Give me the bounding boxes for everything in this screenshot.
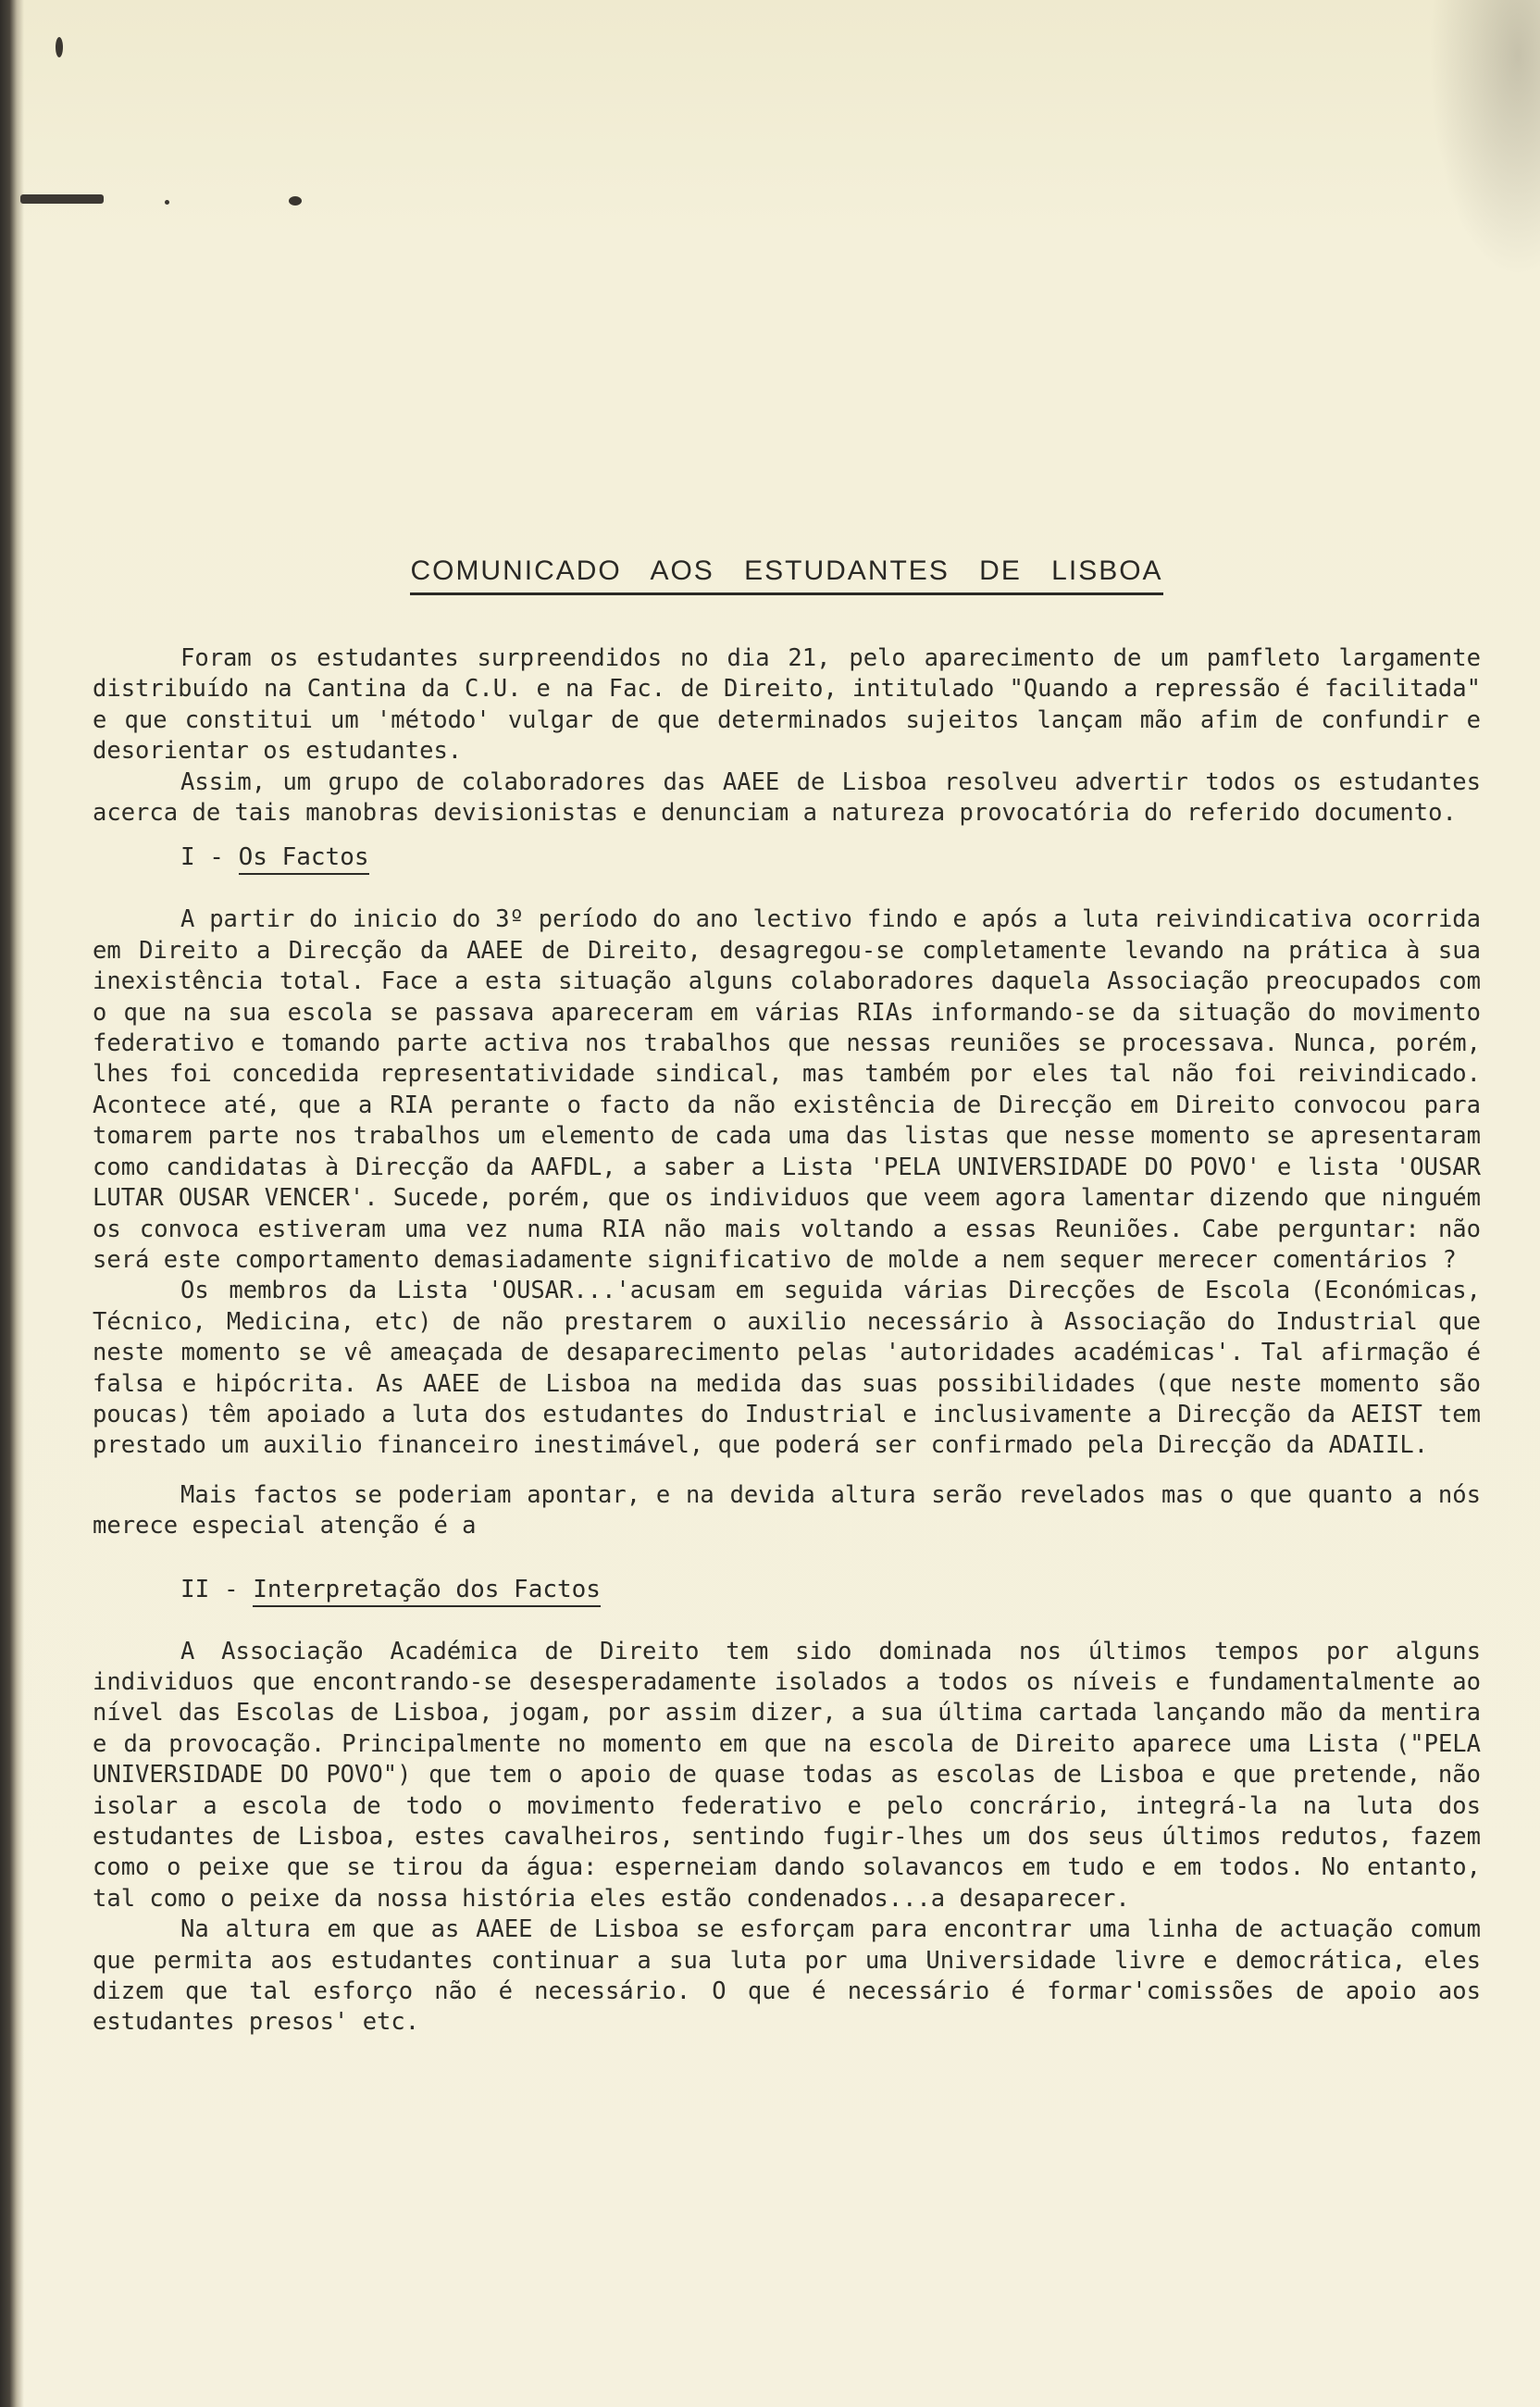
section2-paragraph-1: A Associação Académica de Direito tem sido dominada nos últimos tempos por alguns individuos que encontrando-se desesperadamente isolados a todos os níveis e fundamentalmente ao nível das Escolas de Lisboa, jogam, por assim dizer, a sua última cartada lançando mão da mentira e da provocação. Principalmente no momento em que na escola de Direito aparece uma Lista ("PELA UNIVERSIDADE DO POVO") que tem o apoio de quase todas as escolas de Lisboa e que pretende, não isolar a escola de todo o movimento federativo e pelo concrário, integrá-la na luta dos estudantes de Lisboa, estes cavalheiros, sentindo fugir-lhes um dos seus últimos redutos, fazem como o peixe que se tirou da água: esperneiam dando solavancos em tudo e em todos. No entanto, tal como o peixe da nossa história eles estão condenados...a desaparecer.: [93, 1637, 1481, 1913]
section1-paragraph-3: Mais factos se poderiam apontar, e na devida altura serão revelados mas o que quanto a nós merece especial atenção é a: [93, 1480, 1481, 1540]
page-stain: [1429, 0, 1540, 278]
intro-paragraph-1: Foram os estudantes surpreendidos no dia 21, pelo aparecimento de um pamfleto largamente distribuído na Cantina da C.U. e na Fac. de Direito, intitulado "Quando a repressão é facilitada" e que constitui um 'método' vulgar de que determinados sujeitos lançam mão afim de confundir e desorientar os estudantes.: [93, 644, 1481, 766]
section-number: I -: [180, 843, 224, 872]
ink-speck: [56, 37, 63, 57]
section-title: Os Factos: [239, 843, 369, 875]
section1-paragraph-2: Os membros da Lista 'OUSAR...'acusam em seguida várias Direcções de Escola (Económicas, Técnico, Medicina, etc) de não prestarem o auxilio necessário à Associação do Industrial que neste momento se vê ameaçada de desaparecimento pelas 'autoridades académicas'. Tal afirmação é falsa e hipócrita. As AAEE de Lisboa na medida das suas possibilidades (que neste momento são poucas) têm apoiado a luta dos estudantes do Industrial e inclusivamente a Direcção da AEIST tem prestado um auxilio financeiro inestimável, que poderá ser confirmado pela Direcção da ADAIIL.: [93, 1277, 1481, 1460]
ink-speck: [289, 196, 302, 206]
section-heading-2: [180, 1574, 1481, 1605]
ink-speck: [165, 200, 169, 205]
document-body: [93, 555, 1481, 2039]
section2-paragraph-2: Na altura em que as AAEE de Lisboa se esforçam para encontrar uma linha de actuação comum que permita aos estudantes continuar a sua luta por uma Universidade livre e democrática, eles dizem que tal esforço não é necessário. O que é necessário é formar'comissões de apoio aos estudantes presos' etc.: [93, 1915, 1481, 2037]
intro-paragraph-2: Assim, um grupo de colaboradores das AAEE de Lisboa resolveu advertir todos os estudantes acerca de tais manobras devisionistas e denunciam a natureza provocatória do referido documento.: [93, 767, 1481, 828]
document-title: COMUNICADO AOS ESTUDANTES DE LISBOA: [93, 555, 1481, 595]
staple-mark: [20, 194, 104, 204]
section-heading-1: [180, 842, 1481, 873]
binding-edge: [0, 0, 24, 2407]
section1-paragraph-1: A partir do inicio do 3º período do ano lectivo findo e após a luta reivindicativa ocorrida em Direito a Direcção da AAEE de Direito, desagregou-se completamente levando na prática à sua inexistência total. Face a esta situação alguns colaboradores daquela Associação preocupados com o que na sua escola se passava apareceram em várias RIAs informando-se da situação do movimento federativo e tomando parte activa nos trabalhos que nessas reuniões se processava. Nunca, porém, lhes foi concedida representatividade sindical, mas também por eles tal não foi reivindicado. Acontece até, que a RIA perante o facto da não existência de Direcção em Direito convocou para tomarem parte nos trabalhos um elemento de cada uma das listas que nesse momento se apresentaram como candidatas à Direcção da AAFDL, a saber a Lista 'PELA UNIVERSIDADE DO POVO' e lista 'OUSAR LUTAR OUSAR VENCER'. Sucede, porém, que os individuos que veem agora lamentar dizendo que ninguém os convoca estiveram uma vez numa RIA não mais voltando a essas Reuniões. Cabe perguntar: não será este comportamento demasiadamente significativo de molde a nem sequer merecer comentários ?: [93, 905, 1481, 1274]
section-title: Interpretação dos Factos: [253, 1576, 601, 1607]
section-number: II -: [180, 1575, 239, 1603]
